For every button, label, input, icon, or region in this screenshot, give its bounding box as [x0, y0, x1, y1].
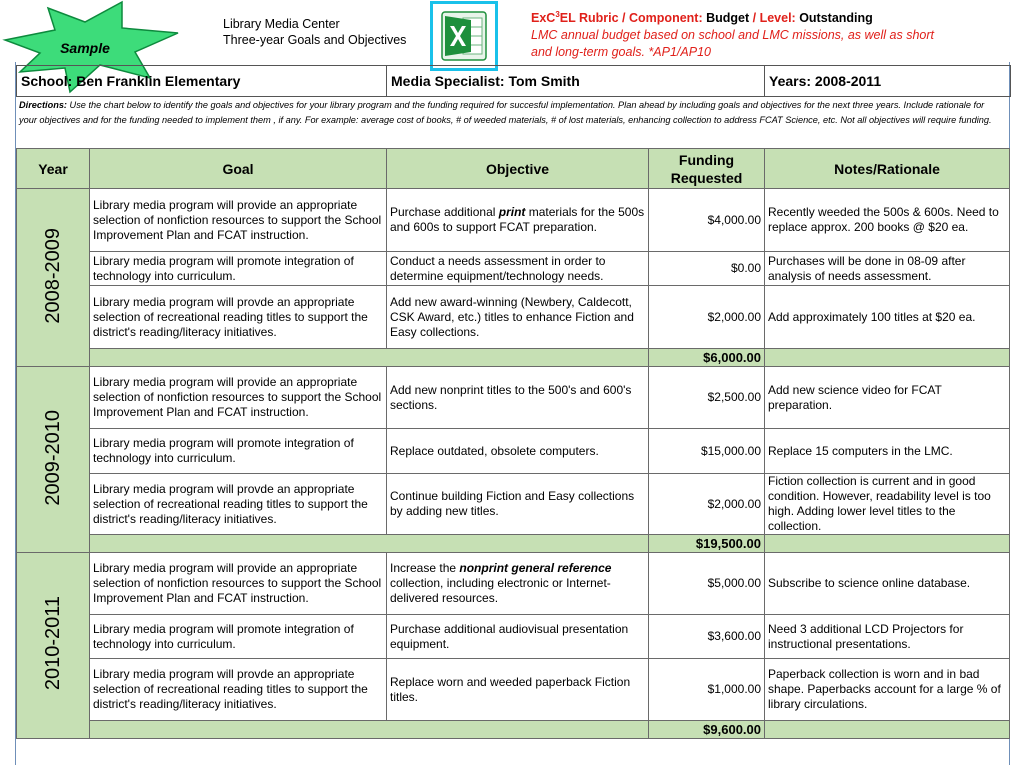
subtotal-row	[17, 535, 1010, 553]
objective-text-end: collection, including electronic or Internet-delivered resources.	[390, 576, 611, 605]
subtotal-spacer	[90, 721, 649, 739]
table-row	[17, 659, 1010, 721]
notes-cell: Add new science video for FCAT preparation.	[765, 367, 1010, 429]
table-row	[17, 252, 1010, 286]
goal-cell: Library media program will provide an appropriate selection of nonfiction resources to support the School Improvement Plan and FCAT instruction.	[90, 367, 387, 429]
year-label: 2009-2010	[41, 409, 64, 506]
objective-cell: Replace worn and weeded paperback Fiction titles.	[387, 659, 649, 721]
objective-text: Increase the	[390, 561, 460, 575]
rubric-component-key: Component:	[629, 11, 707, 26]
funding-cell: $2,500.00	[649, 367, 765, 429]
subtotal-notes	[765, 349, 1010, 367]
table-row	[17, 189, 1010, 252]
objective-text: Purchase additional	[390, 205, 499, 219]
objective-cell: Purchase additional audiovisual presentation equipment.	[387, 615, 649, 659]
header-funding: Funding Requested	[649, 149, 765, 189]
document-title	[223, 16, 406, 48]
table-row	[17, 429, 1010, 474]
header-year: Year	[17, 149, 90, 189]
year-cell	[17, 189, 90, 367]
goals-table	[16, 148, 1010, 739]
header-objective: Objective	[387, 149, 649, 189]
excel-icon[interactable]	[430, 1, 498, 71]
rubric-suffix: EL Rubric /	[559, 11, 630, 26]
goal-cell: Library media program will provde an appropriate selection of recreational reading titles to support the district's reading/literacy initiatives.	[90, 474, 387, 535]
rubric-description: LMC annual budget based on school and LMC missions, as well as short and long-term goals. *AP1/AP10	[531, 28, 934, 60]
title-line-1: Library Media Center	[223, 17, 340, 31]
rubric-level-key: Level:	[759, 11, 800, 26]
media-specialist: Media Specialist: Tom Smith	[387, 66, 765, 97]
objective-cell: Add new nonprint titles to the 500's and 600's sections.	[387, 367, 649, 429]
subtotal-row	[17, 349, 1010, 367]
header-notes: Notes/Rationale	[765, 149, 1010, 189]
header-goal: Goal	[90, 149, 387, 189]
year-cell	[17, 367, 90, 553]
subtotal-amount: $19,500.00	[649, 535, 765, 553]
subtotal-row	[17, 721, 1010, 739]
table-row	[17, 615, 1010, 659]
subtotal-notes	[765, 721, 1010, 739]
year-label: 2010-2011	[41, 596, 64, 691]
directions-body: Use the chart below to identify the goals and objectives for your library program and the funding required for succesful implementation. Plan ahead by including goals and objectives for the next three years. Include rationale for your objectives and for the funding needed to implement them , if any. For example: average cost of books, # of weeded materials, # of lost materials, enhancing collection to address FCAT Science, etc. Not all objectives will require funding.	[19, 100, 992, 125]
goal-cell: Library media program will promote integration of technology into curriculum.	[90, 252, 387, 286]
funding-cell: $1,000.00	[649, 659, 765, 721]
rubric-sup: 3	[555, 10, 560, 19]
years-range: Years: 2008-2011	[765, 66, 1011, 97]
subtotal-spacer	[90, 535, 649, 553]
goal-cell: Library media program will provde an appropriate selection of recreational reading titles to support the district's reading/literacy initiatives.	[90, 659, 387, 721]
directions-label: Directions:	[19, 100, 67, 110]
rubric-level-value: Outstanding	[799, 11, 873, 26]
objective-emphasis: nonprint general reference	[459, 561, 612, 575]
funding-cell: $0.00	[649, 252, 765, 286]
goal-cell: Library media program will promote integration of technology into curriculum.	[90, 615, 387, 659]
funding-cell: $2,000.00	[649, 474, 765, 535]
sample-badge-label: Sample	[60, 40, 110, 56]
notes-cell: Fiction collection is current and in good condition. However, readability level is too high. Adding lower level titles to the collection.	[765, 474, 1010, 535]
objective-cell	[387, 553, 649, 615]
objective-cell	[387, 189, 649, 252]
table-row	[17, 286, 1010, 349]
rubric-info	[531, 6, 951, 61]
subtotal-spacer	[90, 349, 649, 367]
funding-cell: $5,000.00	[649, 553, 765, 615]
objective-cell: Replace outdated, obsolete computers.	[387, 429, 649, 474]
notes-cell: Recently weeded the 500s & 600s. Need to replace approx. 200 books @ $20 ea.	[765, 189, 1010, 252]
funding-cell: $2,000.00	[649, 286, 765, 349]
goal-cell: Library media program will provide an appropriate selection of nonfiction resources to support the School Improvement Plan and FCAT instruction.	[90, 553, 387, 615]
notes-cell: Purchases will be done in 08-09 after analysis of needs assessment.	[765, 252, 1010, 286]
school-name: School: Ben Franklin Elementary	[17, 66, 387, 97]
table-row	[17, 553, 1010, 615]
goal-cell: Library media program will promote integration of technology into curriculum.	[90, 429, 387, 474]
subtotal-amount: $9,600.00	[649, 721, 765, 739]
year-label: 2008-2009	[41, 227, 64, 324]
objective-cell: Continue building Fiction and Easy collections by adding new titles.	[387, 474, 649, 535]
excel-logo-icon	[433, 4, 495, 68]
objective-text-end: materials for the 500s and 600s to support FCAT preparation.	[390, 205, 645, 234]
funding-cell: $4,000.00	[649, 189, 765, 252]
table-row	[17, 367, 1010, 429]
directions-text	[19, 98, 1004, 128]
table-row	[17, 474, 1010, 535]
objective-cell: Conduct a needs assessment in order to determine equipment/technology needs.	[387, 252, 649, 286]
objective-emphasis: print	[498, 205, 526, 219]
subtotal-notes	[765, 535, 1010, 553]
subtotal-amount: $6,000.00	[649, 349, 765, 367]
notes-cell: Need 3 additional LCD Projectors for instructional presentations.	[765, 615, 1010, 659]
school-info-table	[16, 65, 1011, 97]
rubric-component-value: Budget	[706, 11, 750, 26]
objective-cell: Add new award-winning (Newbery, Caldecott, CSK Award, etc.) titles to enhance Fiction and Easy collections.	[387, 286, 649, 349]
goal-cell: Library media program will provde an appropriate selection of recreational reading titles to support the district's reading/literacy initiatives.	[90, 286, 387, 349]
year-cell	[17, 553, 90, 739]
notes-cell: Replace 15 computers in the LMC.	[765, 429, 1010, 474]
rubric-prefix: ExC	[531, 11, 556, 26]
notes-cell: Subscribe to science online database.	[765, 553, 1010, 615]
funding-cell: $15,000.00	[649, 429, 765, 474]
notes-cell: Add approximately 100 titles at $20 ea.	[765, 286, 1010, 349]
table-header-row	[17, 149, 1010, 189]
funding-cell: $3,600.00	[649, 615, 765, 659]
title-line-2: Three-year Goals and Objectives	[223, 33, 407, 47]
goal-cell: Library media program will provide an appropriate selection of nonfiction resources to support the School Improvement Plan and FCAT instruction.	[90, 189, 387, 252]
notes-cell: Paperback collection is worn and in bad shape. Paperbacks account for a large % of library circulations.	[765, 659, 1010, 721]
rubric-sep: /	[749, 11, 760, 26]
